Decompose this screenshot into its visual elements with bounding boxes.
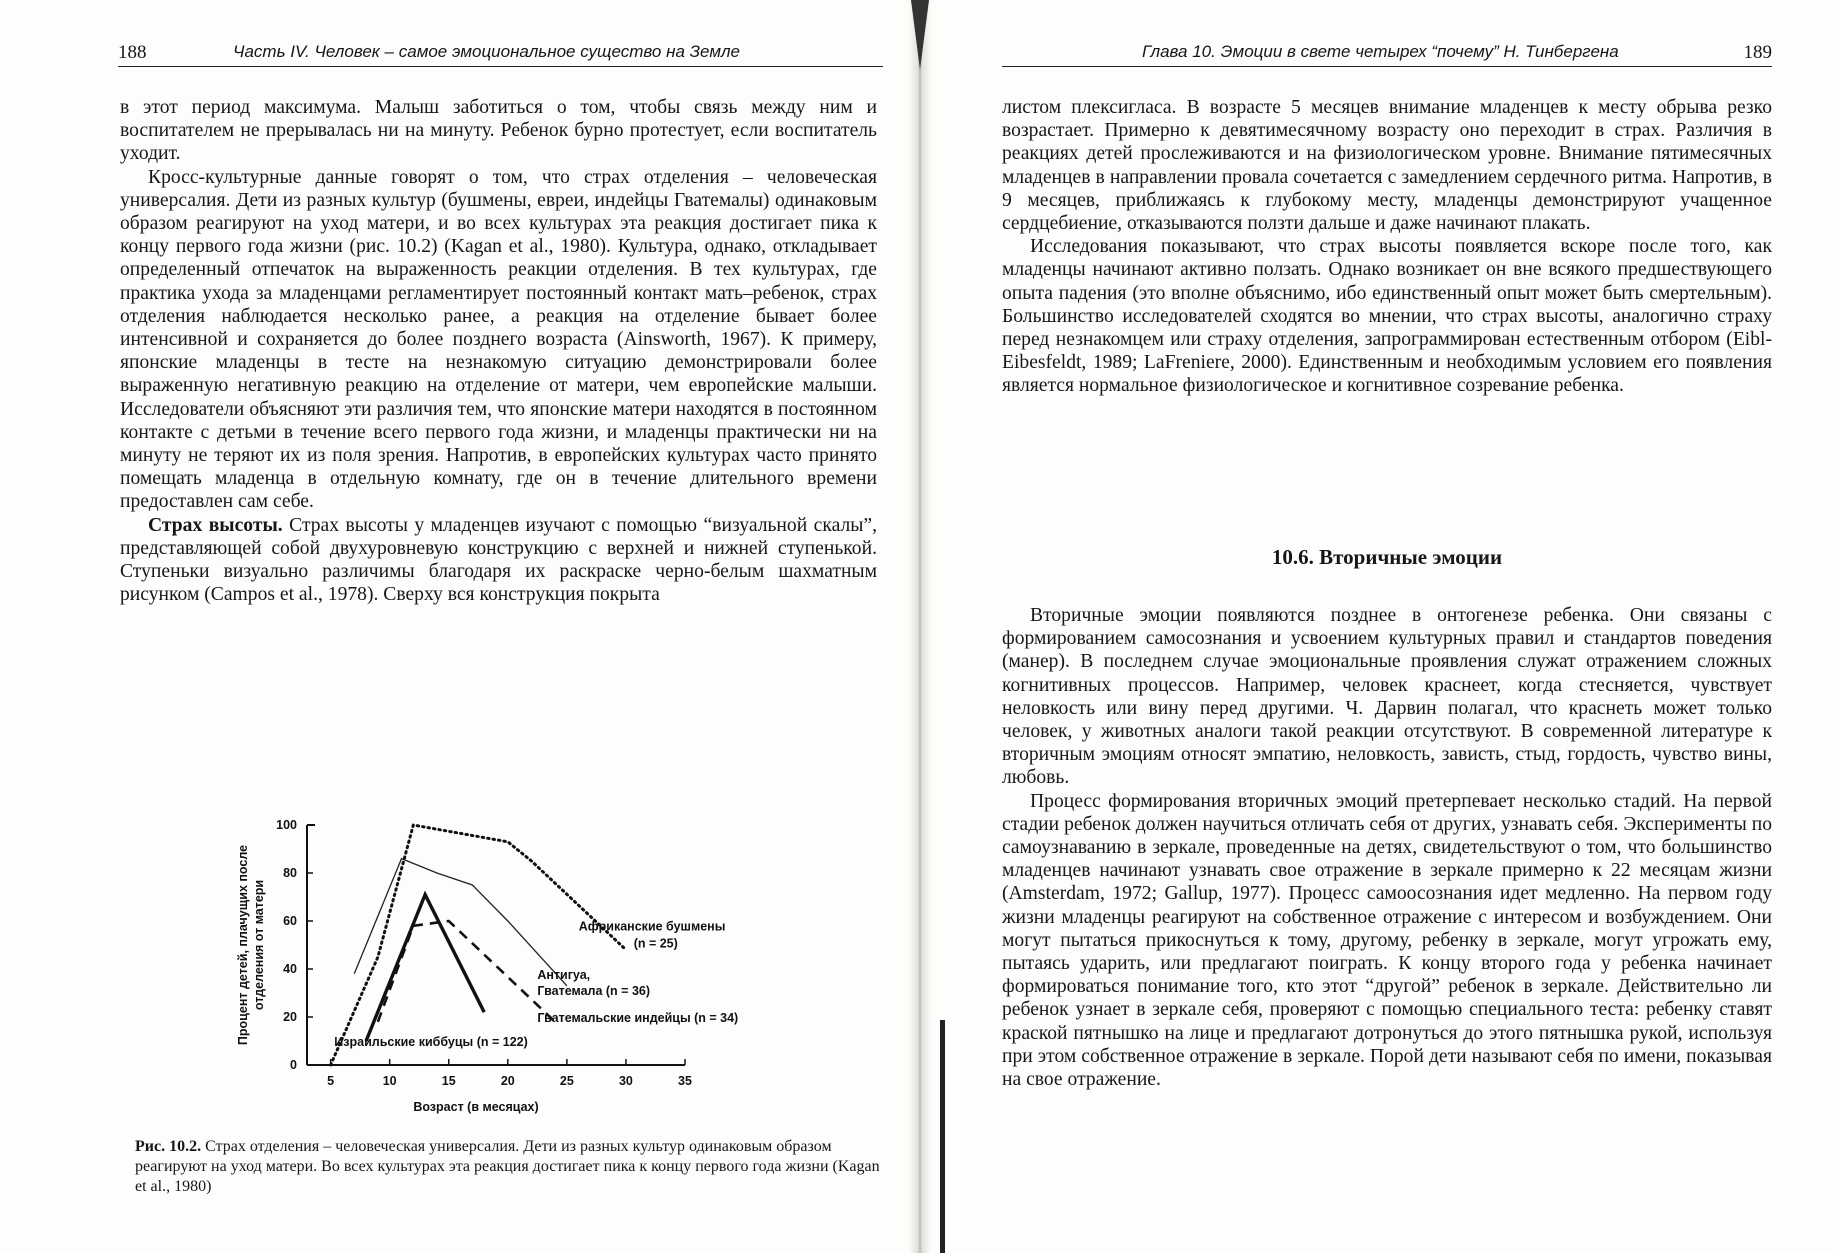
paragraph: Кросс-культурные данные говорят о том, что страх отделения – человеческая универсалия. Дети из разных культур (бушмены, евреи, индейцы Гватемалы) одинаковым образом реагируют на уход матери, и во всех культурах эта реакция достигает пика к концу первого года жизни (рис. 10.2) (Kagan et al., 1980). Культура, однако, откладывает определенный отпечаток на выраженность реакции отделения. В тех культурах, где практика ухода за младенцами регламентирует постоянный контакт мать–ребенок, страх отделения наблюдается несколько ранее, а реакция на отделение бывает более интенсивной и сохраняется до более позднего возраста (Ainsworth, 1967). К примеру, японские младенцы в тесте на незнакомую ситуацию демонстрировали более выраженную негативную реакцию на отделение от матери, чем европейские малыши. Исследователи объясняют эти различия тем, что японские матери находятся в постоянном контакте с детьми в течение всего первого года жизни, и младенцы практически ни на минуту не теряют их из поля зрения. Напротив, в европейских культурах часто принято помещать младенца в отдельную комнату, где он в течение длительного времени предоставлен сам себе.: [120, 166, 877, 513]
paragraph: листом плексигласа. В возрасте 5 месяцев внимание младенцев к месту обрыва резко возрастает. Примерно к девятимесячному возрасту оно переходит в страх. Различия в реакциях детей прослеживаются и на физиологическом уровне. Внимание пятимесячных младенцев в направлении провала сочетается с замедлением сердечного ритма. Напротив, в 9 месяцев, приближаясь к глубокому месту, младенцы демонстрируют учащенное сердцебиение, отказываются ползти дальше и даже начинают плакать.: [1002, 97, 1772, 235]
right-page: [920, 0, 1833, 1253]
y-axis-label-line2: отделения от матери: [252, 879, 266, 1011]
paragraph: в этот период максимума. Малыш заботиться о том, чтобы связь между ним и воспитателем не прерывалась ни на минуту. Ребенок бурно протестует, если воспитатель уходит.: [120, 97, 877, 165]
caption-text: Страх отделения – человеческая универсалия. Дети из разных культур одинаковым образом реагируют на уход матери. Во всех культурах эта реакция достигает пика к концу первого года жизни (Kagan et al., 1980): [135, 1138, 880, 1195]
series-line-1: [331, 825, 626, 1065]
series-label: Антигуа,: [537, 968, 591, 982]
y-axis-label-line1: Процент детей, плачущих после: [236, 844, 250, 1046]
x-tick-label: 5: [327, 1074, 335, 1088]
series-label: Африканские бушмены: [578, 919, 726, 934]
paragraph: Процесс формирования вторичных эмоций претерпевает несколько стадий. На первой стадии ребенок должен научиться отличать себя от других, узнавать себя. Эксперименты по самоузнаванию в зеркале, проведенные на детях, свидетельствуют о том, что большинство младенцев начинают узнавать свое отражение в зеркале примерно к 22 месяцам жизни (Amsterdam, 1972; Gallup, 1977). Процесс самоосознания идет медленно. На первом году жизни младенцы реагируют на собственное отражение с интересом и возбуждением. Они могут пытаться прикоснуться к тому, другому, ребенку в зеркале, могут угрожать ему, пытаясь ударить, или предлагают поиграть. К концу второго года у ребенка начинает формироваться понимание того, кто этот “другой” ребенок в зеркале. Действительно ли ребенок узнает в зеркале себя, проверяют с помощью специального теста: ребенку ставят краской пятнышко на лице и предлагают дотронуться до этого пятнышка рукой, используя при этом собственное отражение в зеркале. Порой дети называют себя по имени, показывая на свое отражение.: [1002, 790, 1772, 1091]
series-line-3: [378, 921, 555, 1022]
right-body-text-bottom: [1002, 604, 1772, 1091]
figure-10-2: [225, 810, 795, 1114]
x-tick-label: 20: [500, 1074, 515, 1088]
paragraph: Вторичные эмоции появляются позднее в онтогенезе ребенка. Они связаны с формированием самосознания и усвоением культурных правил и стандартов поведения (манер). В последнем случае эмоциональные проявления служат отражением сложных когнитивных процессов. Например, человек краснеет, когда стесняется, чувствует неловкость или вину перед другими. Ч. Дарвин полагал, что краснеть может только человек, у животных аналоги такой реакции отсутствуют. В современной литературе к вторичным эмоциям относят эмпатию, неловкость, зависть, стыд, гордость, чувство вины, любовь.: [1002, 605, 1772, 789]
y-tick-label: 100: [276, 818, 297, 832]
running-head-title-left: Часть IV. Человек – самое эмоциональное существо на Земле: [233, 42, 741, 61]
y-tick-label: 40: [283, 962, 297, 976]
figure-caption: [135, 1137, 887, 1197]
series-label: Гватемальские индейцы (n = 34): [537, 1010, 739, 1025]
y-tick-label: 60: [283, 914, 297, 928]
series-label: Израильские киббуцы (n = 122): [334, 1034, 528, 1049]
y-tick-label: 0: [290, 1058, 297, 1072]
right-running-head: [1002, 42, 1772, 67]
x-tick-label: 25: [559, 1074, 574, 1088]
fear-heading: Страх высоты.: [148, 514, 283, 536]
caption-label: Рис. 10.2.: [135, 1138, 202, 1155]
x-tick-label: 10: [382, 1074, 397, 1088]
series-line-4: [366, 895, 484, 1041]
x-tick-label: 30: [618, 1074, 633, 1088]
page-number-left: 188: [118, 42, 147, 63]
x-tick-label: 15: [441, 1074, 456, 1088]
paragraph: Исследования показывают, что страх высоты появляется вскоре после того, как младенцы начинают активно ползать. Однако возникает он вне всякого предшествующего опыта падения (это вполне объяснимо, ибо единственный опыт может быть смертельным). Большинство исследователей сходятся во мнении, что страх высоты, аналогично страху перед незнакомцем или страху отделения, запрограммирован естественным отбором (Eibl-Eibesfeldt, 1989; LaFreniere, 2000). Единственным и необходимым условием его появления является нормальное физиологическое и когнитивное созревание ребенка.: [1002, 236, 1772, 397]
running-head-title-right: Глава 10. Эмоции в свете четырех “почему” Н. Тинбергена: [1142, 42, 1619, 61]
page-number-right: 189: [1743, 42, 1772, 63]
right-body-text-top: [1002, 96, 1772, 398]
y-tick-label: 80: [283, 866, 297, 880]
section-title: 10.6. Вторичные эмоции: [1271, 545, 1503, 569]
y-tick-label: 20: [283, 1010, 297, 1024]
left-running-head: [118, 42, 883, 67]
series-label: (n = 25): [633, 936, 678, 951]
fear-text: Страх высоты у младенцев изучают с помощью “визуальной скалы”, представляющей собой двухуровневую конструкцию с верхней и нижней ступенькой. Ступеньки визуально различимы благодаря их раскраске черно-белым шахматным рисунком (Campos et al., 1978). Сверху вся конструкция покрыта: [120, 514, 877, 606]
series-label: Гватемала (n = 36): [537, 984, 651, 998]
fear-of-heights-paragraph: [120, 514, 877, 607]
x-tick-label: 35: [678, 1074, 692, 1088]
x-axis-label: Возраст (в месяцах): [413, 1100, 539, 1114]
separation-anxiety-chart: [225, 810, 795, 1114]
left-body-text: [120, 96, 877, 606]
